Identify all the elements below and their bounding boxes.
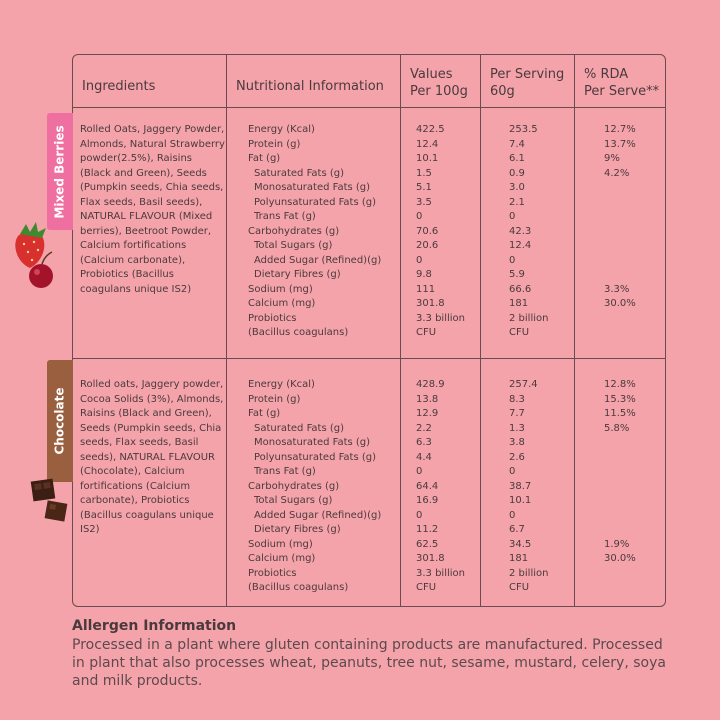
rda-value — [604, 326, 636, 341]
ingredients-mixed-berries: Rolled Oats, Jaggery Powder, Almonds, Natural Strawberry powder(2.5%), Raisins (Black and Green), Seeds (Pumpkin seeds, Chia seeds, Flax seeds, Basil seeds), NATURAL FLAVOUR (Mixed berries), Beetroot Powder, Calcium fortifications (Calcium carbonate), Probiotics (Bacillus coagulans unique IS2) — [80, 124, 225, 295]
per100-value: 301.8 — [416, 298, 445, 309]
nutrient-label: Saturated Fats (g) — [254, 422, 344, 434]
header-nutritional-information: Nutritional Information — [236, 79, 384, 94]
header-divider — [73, 107, 665, 108]
nutrient-label: Trans Fat (g) — [254, 466, 316, 477]
nutrient-label: Sodium (mg) — [248, 283, 313, 295]
rda-value — [604, 254, 636, 269]
rda-value — [604, 451, 636, 466]
rda-value — [604, 210, 636, 225]
serving-value: 2.1 — [509, 196, 525, 208]
per100-value: 11.2 — [416, 524, 439, 535]
rda-value: 1.9% — [604, 538, 630, 550]
strawberry-cherry-icon — [8, 218, 60, 290]
nutrient-label: Monosaturated Fats (g) — [254, 437, 371, 448]
per100-value: 5.1 — [416, 182, 432, 193]
rda-value — [604, 196, 636, 211]
serving-value: CFU — [509, 582, 530, 593]
rda-value — [604, 494, 636, 509]
serving-value: 181 — [509, 553, 529, 564]
rda-value: 5.8% — [604, 422, 630, 434]
tab-mixed-berries: Mixed Berries — [47, 113, 73, 230]
serving-value: 12.4 — [509, 240, 532, 251]
rda-value — [604, 239, 636, 254]
per100-value: 12.9 — [416, 408, 439, 419]
nutrient-label: Protein (g) — [248, 138, 301, 150]
serving-value: 7.7 — [509, 408, 525, 419]
serving-value: CFU — [509, 327, 530, 338]
nutrient-label: Saturated Fats (g) — [254, 167, 344, 179]
per100-value: 3.3 billion — [416, 312, 465, 324]
per100-value: 6.3 — [416, 437, 432, 448]
serving-value: 181 — [509, 298, 529, 309]
per100-value: 9.8 — [416, 269, 432, 280]
nutrient-label: Calcium (mg) — [248, 298, 316, 309]
serving-value: 0 — [509, 211, 516, 222]
nutrient-label: Probiotics — [248, 312, 297, 324]
rda-value — [604, 465, 636, 480]
rda-value: 3.3% — [604, 283, 630, 295]
per100-value: 10.1 — [416, 153, 439, 164]
nutrient-label: (Bacillus coagulans) — [248, 582, 349, 593]
per100-value: 301.8 — [416, 553, 445, 564]
serving-value: 0 — [509, 509, 516, 521]
serving-value: 1.3 — [509, 422, 525, 434]
nutrient-label: Calcium (mg) — [248, 553, 316, 564]
serving-value: 6.1 — [509, 153, 525, 164]
per100-value: 64.4 — [416, 480, 439, 492]
nutrient-labels-chocolate — [248, 378, 381, 596]
nutrient-label: Dietary Fibres (g) — [254, 524, 341, 535]
per100-value: 0 — [416, 509, 423, 521]
serving-value: 0.9 — [509, 167, 525, 179]
rda-value — [604, 523, 636, 538]
column-divider — [574, 55, 575, 606]
per100-value: 0 — [416, 211, 423, 222]
column-divider — [226, 55, 227, 606]
serving-value: 66.6 — [509, 283, 532, 295]
serving-value: 8.3 — [509, 393, 525, 405]
rda-value — [604, 181, 636, 196]
nutrient-label: Carbohydrates (g) — [248, 480, 340, 492]
tab-chocolate: Chocolate — [47, 360, 73, 482]
per100-value: 111 — [416, 283, 436, 295]
per100-value: 62.5 — [416, 538, 439, 550]
serving-value: 6.7 — [509, 524, 525, 535]
nutrient-label: Energy (Kcal) — [248, 379, 315, 390]
rda-value: 12.7% — [604, 124, 636, 135]
nutrient-label: Fat (g) — [248, 408, 281, 419]
per100-value: 13.8 — [416, 393, 439, 405]
serving-value: 38.7 — [509, 480, 532, 492]
rda-value — [604, 480, 636, 495]
serving-chocolate — [509, 378, 548, 596]
nutrient-label: Carbohydrates (g) — [248, 225, 340, 237]
header-per-serving: Per Serving 60g — [490, 67, 565, 99]
rda-chocolate — [604, 378, 636, 596]
rda-value: 13.7% — [604, 138, 636, 150]
per100-value: 0 — [416, 466, 423, 477]
nutrient-label: Protein (g) — [248, 393, 301, 405]
serving-mixed-berries — [509, 123, 548, 341]
per100-value: 0 — [416, 254, 423, 266]
per100-value: 16.9 — [416, 495, 439, 506]
per100-mixed-berries — [416, 123, 465, 341]
per100-value: 70.6 — [416, 225, 439, 237]
serving-value: 2 billion — [509, 567, 549, 579]
serving-value: 0 — [509, 466, 516, 477]
nutrient-label: Sodium (mg) — [248, 538, 313, 550]
allergen-title: Allergen Information — [72, 618, 237, 634]
rda-value: 15.3% — [604, 393, 636, 405]
nutrient-label: Total Sugars (g) — [254, 495, 333, 506]
rda-value: 11.5% — [604, 408, 636, 419]
rda-value — [604, 268, 636, 283]
rda-value: 12.8% — [604, 379, 636, 390]
header-ingredients: Ingredients — [82, 79, 156, 94]
rda-value — [604, 225, 636, 240]
header-rda: % RDA Per Serve** — [584, 67, 660, 99]
nutrient-label: Probiotics — [248, 567, 297, 579]
per100-value: CFU — [416, 327, 437, 338]
rda-value — [604, 312, 636, 327]
serving-value: 10.1 — [509, 495, 532, 506]
per100-value: 1.5 — [416, 167, 432, 179]
serving-value: 7.4 — [509, 138, 525, 150]
per100-value: 12.4 — [416, 138, 439, 150]
nutrient-label: Total Sugars (g) — [254, 240, 333, 251]
nutrient-label: Trans Fat (g) — [254, 211, 316, 222]
chocolate-pieces-icon — [30, 476, 72, 524]
per100-value: 4.4 — [416, 451, 432, 463]
per100-value: 2.2 — [416, 422, 432, 434]
per100-value: 3.5 — [416, 196, 432, 208]
serving-value: 2 billion — [509, 312, 549, 324]
serving-value: 42.3 — [509, 225, 532, 237]
per100-value: 422.5 — [416, 124, 445, 135]
per100-value: 428.9 — [416, 379, 445, 390]
rda-value: 30.0% — [604, 553, 636, 564]
column-divider — [480, 55, 481, 606]
serving-value: 253.5 — [509, 124, 538, 135]
nutrient-label: (Bacillus coagulans) — [248, 327, 349, 338]
rda-value — [604, 436, 636, 451]
per100-value: 20.6 — [416, 240, 439, 251]
rda-value: 9% — [604, 153, 620, 164]
nutrient-label: Energy (Kcal) — [248, 124, 315, 135]
nutrient-label: Added Sugar (Refined)(g) — [254, 254, 382, 266]
allergen-text: Processed in a plant where gluten containing products are manufactured. Processed in plant that also processes wheat, peanuts, tree nut, sesame, mustard, celery, soya and milk products. — [72, 637, 666, 689]
nutrient-label: Added Sugar (Refined)(g) — [254, 509, 382, 521]
per100-chocolate — [416, 378, 465, 596]
serving-value: 5.9 — [509, 269, 525, 280]
nutrient-labels-mixed-berries — [248, 123, 381, 341]
per100-value: CFU — [416, 582, 437, 593]
section-divider — [73, 358, 665, 359]
rda-value: 4.2% — [604, 167, 630, 179]
serving-value: 3.0 — [509, 182, 525, 193]
rda-value — [604, 581, 636, 596]
column-divider — [400, 55, 401, 606]
nutrient-label: Polyunsaturated Fats (g) — [254, 451, 377, 463]
nutrient-label: Dietary Fibres (g) — [254, 269, 341, 280]
ingredients-chocolate: Rolled oats, Jaggery powder, Cocoa Solids (3%), Almonds, Raisins (Black and Green), Seeds (Pumpkin seeds, Chia seeds, Flax seeds, Basil seeds), NATURAL FLAVOUR (Chocolate), Calcium fortifications (Calcium carbonate), Probiotics (Bacillus coagulans unique IS2) — [80, 379, 224, 535]
serving-value: 34.5 — [509, 538, 532, 550]
header-values: Values Per 100g — [410, 67, 468, 99]
rda-mixed-berries — [604, 123, 636, 341]
rda-value — [604, 567, 636, 582]
nutrient-label: Monosaturated Fats (g) — [254, 182, 371, 193]
rda-value — [604, 509, 636, 524]
rda-value: 30.0% — [604, 298, 636, 309]
serving-value: 0 — [509, 254, 516, 266]
nutrient-label: Fat (g) — [248, 153, 281, 164]
serving-value: 257.4 — [509, 379, 538, 390]
per100-value: 3.3 billion — [416, 567, 465, 579]
serving-value: 2.6 — [509, 451, 525, 463]
nutrient-label: Polyunsaturated Fats (g) — [254, 196, 377, 208]
serving-value: 3.8 — [509, 437, 525, 448]
